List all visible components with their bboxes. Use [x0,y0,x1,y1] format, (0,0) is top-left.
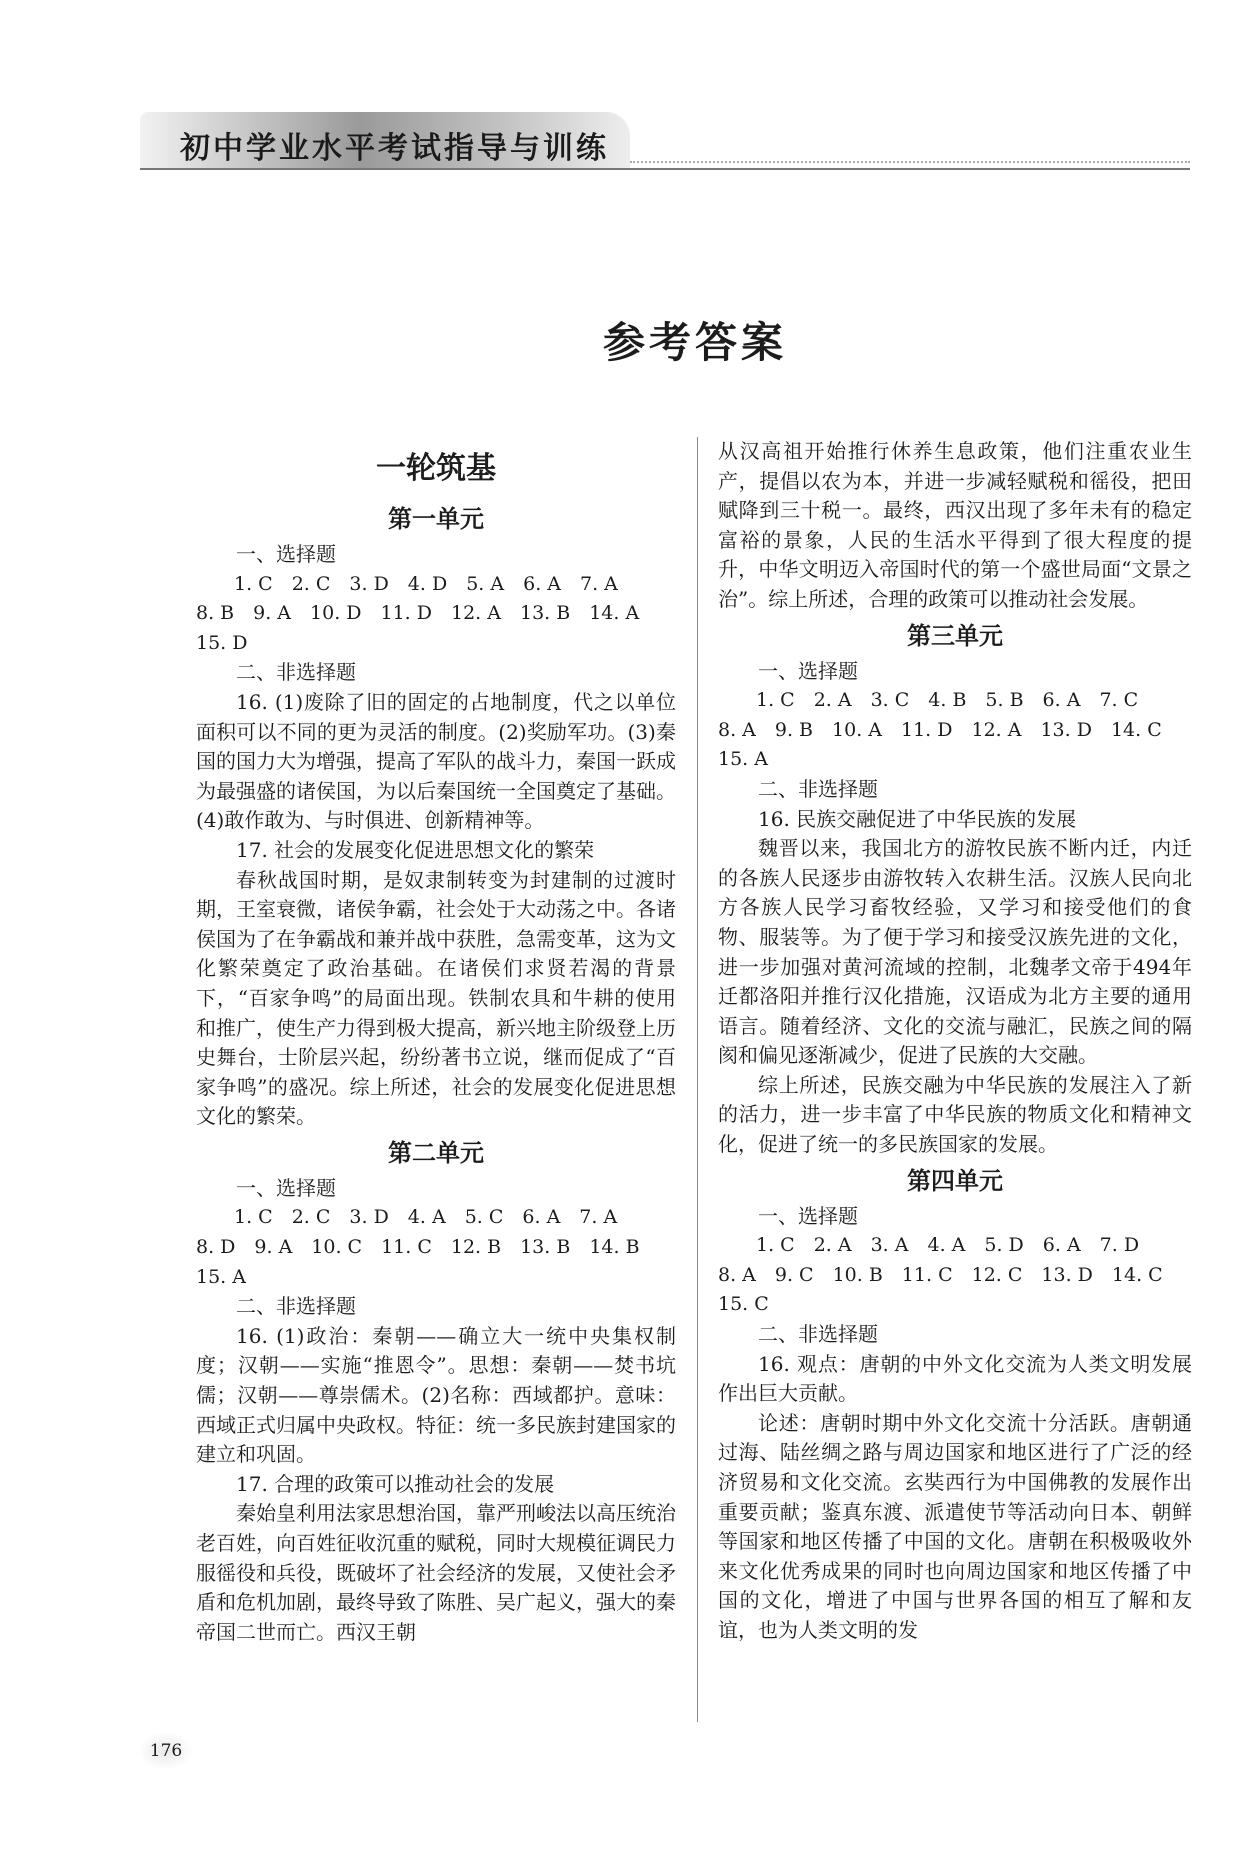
section-heading: 一、选择题 [236,542,336,566]
answer-line: 8. D 9. A 10. C 11. C 12. B 13. B 14. B [196,1236,640,1259]
section-heading: 一、选择题 [758,1203,858,1228]
answer-paragraph: 16. (1)政治：秦朝——确立大一统中央集权制度；汉朝——实施“推恩令”。思想：秦朝——焚书坑儒；汉朝——尊崇儒术。(2)名称：西域都护。意味：西域正式归属中央政权。特征：统一多民族封建国家的建立和巩固。 [196,1323,676,1467]
answer-line: 8. B 9. A 10. D 11. D 12. A 13. B 14. A [196,602,640,625]
answer-line: 1. C 2. A 3. A 4. A 5. D 6. A 7. D [756,1234,1140,1257]
page-title: 参考答案 [602,318,787,367]
section-heading: 二、非选择题 [236,1294,356,1319]
column-divider [697,437,698,1722]
answer-line: 1. C 2. A 3. C 4. B 5. B 6. A 7. C [756,689,1139,712]
answer-paragraph: 16. 观点：唐朝的中外文化交流为人类文明发展作出巨大贡献。 [718,1351,1192,1406]
part-title: 一轮筑基 [376,451,496,486]
unit-title: 第一单元 [388,505,484,533]
answer-paragraph: 综上所述，民族交融为中华民族的发展注入了新的活力，进一步丰富了中华民族的物质文化和精神文化，促进了统一的多民族国家的发展。 [718,1072,1192,1157]
left-column [196,440,676,1647]
answer-paragraph: 从汉高祖开始推行休养生息政策，他们注重农业生产，提倡以农为本，并进一步减轻赋税和徭役，把田赋降到三十税一。最终，西汉出现了多年未有的稳定富裕的景象，人民的生活水平得到了很大程度的提升，中华文明迈入帝国时代的第一个盛世局面“文景之治”。综上所述，合理的政策可以推动社会发展。 [718,439,1192,611]
header-dotted-rule [630,161,1190,163]
answer-paragraph: 秦始皇利用法家思想治国，靠严刑峻法以高压统治老百姓，向百姓征收沉重的赋税，同时大规模征调民力服徭役和兵役，既破坏了社会经济的发展，又使社会矛盾和危机加剧，最终导致了陈胜、吴广起义，强大的秦帝国二世而亡。西汉王朝 [196,1501,676,1644]
unit-title: 第四单元 [907,1166,1003,1195]
unit-title: 第三单元 [907,621,1003,650]
answer-paragraph: 春秋战国时期，是奴隶制转变为封建制的过渡时期，王室衰微，诸侯争霸，社会处于大动荡之中。各诸侯国为了在争霸战和兼并战中获胜，急需变革，这为文化繁荣奠定了政治基础。在诸侯们求贤若渴的背景下，“百家争鸣”的局面出现。铁制农具和牛耕的使用和推广，使生产力得到极大提高，新兴地主阶级登上历史舞台，士阶层兴起，纷纷著书立说，继而促成了“百家争鸣”的盛况。综上所述，社会的发展变化促进思想文化的繁荣。 [196,867,676,1129]
header-rule [140,168,1190,170]
section-heading: 二、非选择题 [236,660,356,685]
section-heading: 二、非选择题 [758,776,878,801]
answer-line: 8. A 9. B 10. A 11. D 12. A 13. D 14. C [718,718,1162,741]
answer-line: 15. A [196,1265,246,1288]
answer-paragraph: 16. (1)废除了旧的固定的占地制度，代之以单位面积可以不同的更为灵活的制度。(2)奖励军功。(3)秦国的国力大为增强，提高了军队的战斗力，秦国一跃成为最强盛的诸侯国，为以后秦国统一全国奠定了基础。(4)敢作敢为、与时俱进、创新精神等。 [196,689,676,833]
answer-line: 8. A 9. C 10. B 11. C 12. C 13. D 14. C [718,1263,1163,1286]
answer-line: 1. C 2. C 3. D 4. A 5. C 6. A 7. A [234,1206,618,1229]
answer-line: 1. C 2. C 3. D 4. D 5. A 6. A 7. A [234,572,618,595]
page-number: 176 [140,1733,192,1769]
section-heading: 一、选择题 [758,658,858,683]
section-heading: 二、非选择题 [758,1322,878,1347]
answer-line: 15. D [196,631,248,654]
answer-heading: 17. 社会的发展变化促进思想文化的繁荣 [236,837,595,862]
answer-paragraph: 论述：唐朝时期中外文化交流十分活跃。唐朝通过海、陆丝绸之路与周边国家和地区进行了广泛的经济贸易和文化交流。玄奘西行为中国佛教的发展作出重要贡献；鉴真东渡、派遣使节等活动向日本、朝鲜等国家和地区传播了中国的文化。唐朝在积极吸收外来文化优秀成果的同时也向周边国家和地区传播了中国的文化，增进了中国与世界各国的相互了解和友谊，也为人类文明的发 [718,1410,1192,1642]
answer-heading: 17. 合理的政策可以推动社会的发展 [236,1471,555,1496]
answer-line: 15. A [718,748,768,771]
right-column [718,437,1192,1646]
book-title: 初中学业水平考试指导与训练 [180,131,609,166]
unit-title: 第二单元 [388,1138,484,1167]
section-heading: 一、选择题 [236,1175,336,1200]
answer-heading: 16. 民族交融促进了中华民族的发展 [758,806,1077,831]
answer-paragraph: 魏晋以来，我国北方的游牧民族不断内迁，内迁的各族人民逐步由游牧转入农耕生活。汉族人民向北方各族人民学习畜牧经验，又学习和接受他们的食物、服装等。为了便于学习和接受汉族先进的文化，进一步加强对黄河流域的控制，北魏孝文帝于494年迁都洛阳并推行汉化措施，汉语成为北方主要的通用语言。随着经济、文化的交流与融汇，民族之间的隔阂和偏见逐渐减少，促进了民族的大交融。 [718,836,1192,1068]
answer-line: 15. C [718,1293,769,1316]
